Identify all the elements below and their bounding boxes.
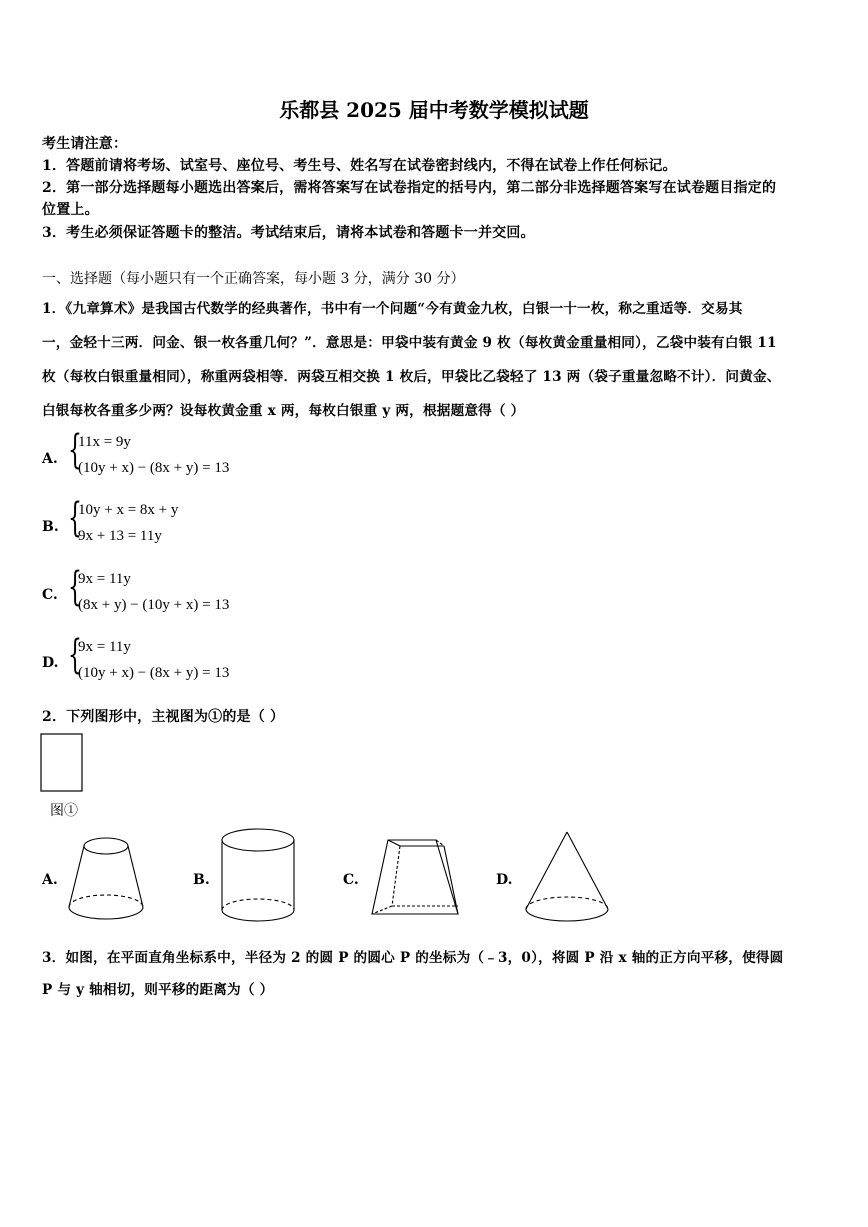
brace-icon: { (68, 564, 82, 610)
frustum-figure (64, 832, 148, 924)
q1-line-2: 一，金轻十三两．问金、银一枚各重几何？”．意思是：甲袋中装有黄金 9 枚（每枚黄金重量相同），乙袋中装有白银 11 (42, 335, 777, 351)
q1-option-b-eq1: 10y + x = 8x + y (78, 502, 179, 518)
figure-caption: 图① (50, 803, 78, 819)
q1-option-a-eq1: 11x = 9y (78, 434, 131, 450)
q1-option-d-label: D. (42, 655, 59, 671)
q2-option-c-label: C. (343, 872, 359, 888)
q1-line-4: 白银每枚各重多少两？设每枚黄金重 x 两，每枚白银重 y 两，根据题意得（ ） (42, 403, 525, 419)
q3-line-1: 3．如图，在平面直角坐标系中，半径为 2 的圆 P 的圆心 P 的坐标为（﹣3，0），将圆 P 沿 x 轴的正方向平移，使得圆 (42, 950, 784, 966)
q1-option-b-eq2: 9x + 13 = 11y (78, 528, 162, 544)
q1-line-1: 1．《九章算术》是我国古代数学的经典著作，书中有一个问题“今有黄金九枚，白银一十一枚，称之重适等．交易其 (42, 301, 743, 317)
notice-item-1: 1．答题前请将考场、试室号、座位号、考生号、姓名写在试卷密封线内，不得在试卷上作任何标记。 (42, 158, 677, 174)
q2-option-d-label: D. (496, 872, 513, 888)
q1-option-a-eq2: (10y + x) − (8x + y) = 13 (78, 460, 230, 476)
q1-option-d-eq2: (10y + x) − (8x + y) = 13 (78, 665, 230, 681)
q1-option-c-eq1: 9x = 11y (78, 571, 131, 587)
q1-option-c-label: C. (42, 587, 58, 603)
q1-option-d-eq1: 9x = 11y (78, 639, 131, 655)
cylinder-figure (218, 826, 298, 926)
cone-figure (520, 829, 614, 925)
notice-item-3: 3．考生必须保证答题卡的整洁。考试结束后，请将本试卷和答题卡一并交回。 (42, 225, 535, 241)
q2-option-b-label: B. (193, 872, 210, 888)
brace-icon: { (68, 632, 82, 678)
prism-frustum-figure (366, 832, 462, 920)
q1-option-c-eq2: (8x + y) − (10y + x) = 13 (78, 597, 230, 613)
q2-option-a-label: A. (42, 872, 58, 888)
q1-option-a-label: A. (42, 451, 58, 467)
q1-option-b-label: B. (42, 519, 59, 535)
brace-icon: { (68, 495, 82, 541)
brace-icon: { (68, 427, 82, 473)
section-heading: 一、选择题（每小题只有一个正确答案，每小题 3 分，满分 30 分） (42, 271, 465, 287)
q1-line-3: 枚（每枚白银重量相同），称重两袋相等．两袋互相交换 1 枚后，甲袋比乙袋轻了 13 两（袋子重量忽略不计）．问黄金、 (42, 369, 781, 385)
notice-heading: 考生请注意： (42, 136, 128, 152)
notice-item-2-cont: 位置上。 (42, 202, 99, 218)
front-view-rectangle-figure (40, 733, 84, 793)
q3-line-2: P 与 y 轴相切，则平移的距离为（ ） (42, 982, 274, 998)
q2-stem: 2．下列图形中，主视图为①的是（ ） (42, 709, 285, 725)
page-title: 乐都县 2025 届中考数学模拟试题 (279, 98, 589, 122)
notice-item-2: 2．第一部分选择题每小题选出答案后，需将答案写在试卷指定的括号内，第二部分非选择题答案写在试卷题目指定的 (42, 180, 777, 196)
